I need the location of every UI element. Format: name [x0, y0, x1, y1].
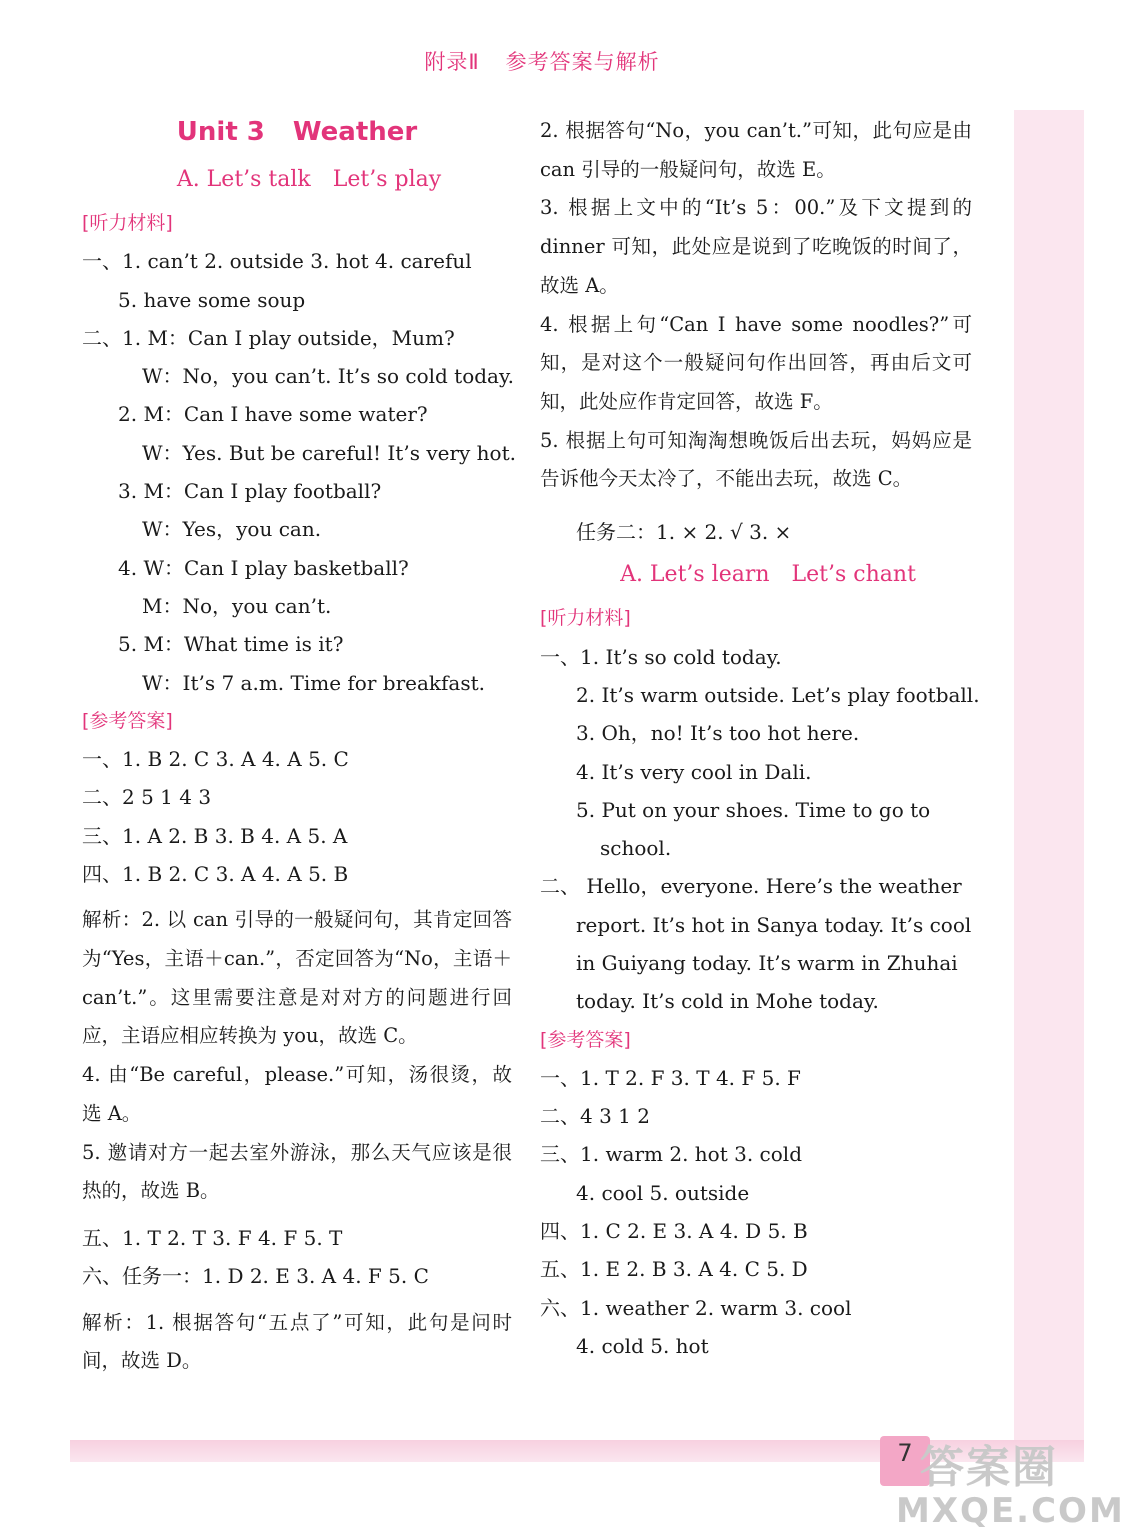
listening-line: 一、1. can’t 2. outside 3. hot 4. careful: [82, 249, 472, 274]
section-title-a: A. Let’s talk: [176, 167, 311, 192]
task-two-answers: 任务二：1. × 2. √ 3. ×: [576, 520, 792, 545]
listening-line: 二、1. M：Can I play outside，Mum?: [82, 325, 455, 350]
explanation: 解析：1. 根据答句“五点了”可知，此句是问时间，故选 D。: [82, 1310, 512, 1373]
appendix-label: 附录Ⅱ: [424, 50, 480, 74]
listening-line: 一、1. It’s so cold today.: [540, 644, 782, 669]
answer-line: 六、任务一：1. D 2. E 3. A 4. F 5. C: [82, 1264, 429, 1289]
section-title-b: Let’s chant: [791, 562, 916, 588]
listening-line: 2. M：Can I have some water?: [118, 402, 428, 427]
answer-line: 4. cool 5. outside: [576, 1180, 750, 1205]
answer-line: 五、1. T 2. T 3. F 4. F 5. T: [82, 1225, 343, 1250]
listening-line: 5. M：What time is it?: [118, 632, 344, 657]
watermark-line1: 答案圈: [920, 1442, 1058, 1493]
section-title-a: A. Let’s learn: [620, 562, 770, 588]
page-number: 7: [880, 1436, 930, 1486]
page-margin-decoration: [1014, 110, 1084, 1440]
unit-number: Unit 3: [176, 117, 265, 147]
right-column: [540, 112, 980, 1365]
header-title: 参考答案与解析: [505, 50, 660, 74]
watermark-logo: [896, 1442, 1125, 1532]
answers-tag: [参考答案]: [540, 1028, 631, 1051]
page-header: [0, 46, 1084, 76]
listening-line: W：No，you can’t. It’s so cold today.: [142, 364, 514, 389]
listening-line: W：Yes. But be careful! It’s very hot.: [142, 440, 516, 465]
listening-line: 5. have some soup: [118, 287, 306, 312]
listening-line: M：No，you can’t.: [142, 593, 332, 618]
explanation: 4. 由“Be careful，please.”可知，汤很烫，故选 A。: [82, 1063, 512, 1125]
explanation: 解析：2. 以 can 引导的一般疑问句，其肯定回答为“Yes，主语＋can.”，否定回答为“No，主语＋can’t.”。这里需要注意是对对方的问题进行回应，主语应相应转换为 you，故选 C。: [82, 908, 512, 1048]
left-column: [82, 112, 516, 1381]
listening-material-tag: [听力材料]: [82, 212, 173, 234]
answer-line: 三、1. A 2. B 3. B 4. A 5. A: [82, 823, 348, 848]
listening-line: today. It’s cold in Mohe today.: [576, 989, 879, 1014]
answer-line: 四、1. B 2. C 3. A 4. A 5. B: [82, 862, 349, 887]
section-title-b: Let’s play: [332, 167, 442, 192]
section-title: [82, 156, 512, 204]
listening-line: report. It’s hot in Sanya today. It’s cool: [576, 912, 972, 937]
explanation: 5. 邀请对方一起去室外游泳，那么天气应该是很热的，故选 B。: [82, 1140, 512, 1203]
listening-line: school.: [600, 836, 672, 861]
listening-line: 3. Oh，no! It’s too hot here.: [576, 721, 860, 746]
answer-line: 四、1. C 2. E 3. A 4. D 5. B: [540, 1219, 808, 1244]
listening-line: 3. M：Can I play football?: [118, 479, 382, 504]
listening-line: 二、 Hello，everyone. Here’s the weather: [540, 874, 962, 899]
explanation: 2. 根据答句“No，you can’t.”可知，此句应是由 can 引导的一般疑问句，故选 E。: [540, 119, 972, 181]
answer-line: 一、1. B 2. C 3. A 4. A 5. C: [82, 747, 349, 772]
answer-line: 二、2 5 1 4 3: [82, 785, 212, 810]
answer-line: 4. cold 5. hot: [576, 1333, 709, 1358]
unit-title: [82, 112, 512, 156]
watermark-line2: MXQE.COM: [896, 1491, 1125, 1531]
answer-line: 一、1. T 2. F 3. T 4. F 5. F: [540, 1065, 801, 1090]
listening-line: W：Yes，you can.: [142, 517, 322, 542]
answer-line: 二、4 3 1 2: [540, 1104, 650, 1129]
listening-line: in Guiyang today. It’s warm in Zhuhai: [576, 951, 958, 975]
answer-line: 三、1. warm 2. hot 3. cold: [540, 1142, 803, 1167]
listening-line: 4. W：Can I play basketball?: [118, 555, 409, 580]
section-title: [540, 551, 972, 599]
explanation: 5. 根据上句可知淘淘想晚饭后出去玩，妈妈应是告诉他今天太冷了，不能出去玩，故选 C。: [540, 428, 972, 491]
answer-line: 六、1. weather 2. warm 3. cool: [540, 1295, 852, 1320]
unit-name: Weather: [292, 117, 418, 147]
listening-line: 5. Put on your shoes. Time to go to: [576, 797, 931, 822]
answer-line: 五、1. E 2. B 3. A 4. C 5. D: [540, 1257, 808, 1282]
listening-line: 2. It’s warm outside. Let’s play football.: [576, 682, 980, 707]
listening-line: W：It’s 7 a.m. Time for breakfast.: [142, 670, 485, 695]
explanation: 3. 根据上文中的“It’s 5：00.”及下文提到的 dinner 可知，此处应是说到了吃晚饭的时间了，故选 A。: [540, 196, 972, 297]
listening-line: 4. It’s very cool in Dali.: [576, 759, 812, 784]
listening-material-tag: [听力材料]: [540, 607, 631, 630]
explanation: 4. 根据上句“Can I have some noodles?”可知，是对这个一般疑问句作出回答，再由后文可知，此处应作肯定回答，故选 F。: [540, 312, 972, 413]
answers-tag: [参考答案]: [82, 709, 173, 732]
